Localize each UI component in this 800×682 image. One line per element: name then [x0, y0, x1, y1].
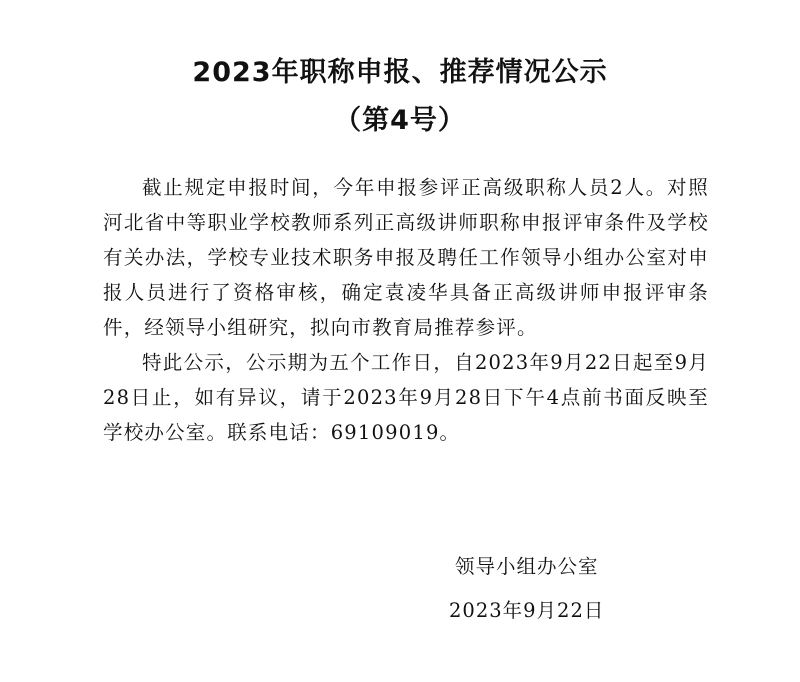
notice-paragraph-1: 截止规定申报时间，今年申报参评正高级职称人员2人。对照河北省中等职业学校教师系列正高级讲师职称申报评审条件及学校有关办法，学校专业技术职务申报及聘任工作领导小组办公室对申报人员进行了资格审核，确定袁凌华具备正高级讲师申报评审条件，经领导小组研究，拟向市教育局推荐参评。 — [103, 176, 709, 339]
notice-paragraph-2: 特此公示，公示期为五个工作日，自2023年9月22日起至9月28日止，如有异议，请于2023年9月28日下午4点前书面反映至学校办公室。联系电话：69109019。 — [103, 351, 709, 444]
notice-number: （第4号） — [334, 105, 466, 136]
notice-body — [103, 170, 709, 450]
signature-organization: 领导小组办公室 — [455, 555, 599, 578]
notice-title: 2023年职称申报、推荐情况公示 — [192, 57, 608, 88]
signature-date: 2023年9月22日 — [449, 599, 605, 622]
